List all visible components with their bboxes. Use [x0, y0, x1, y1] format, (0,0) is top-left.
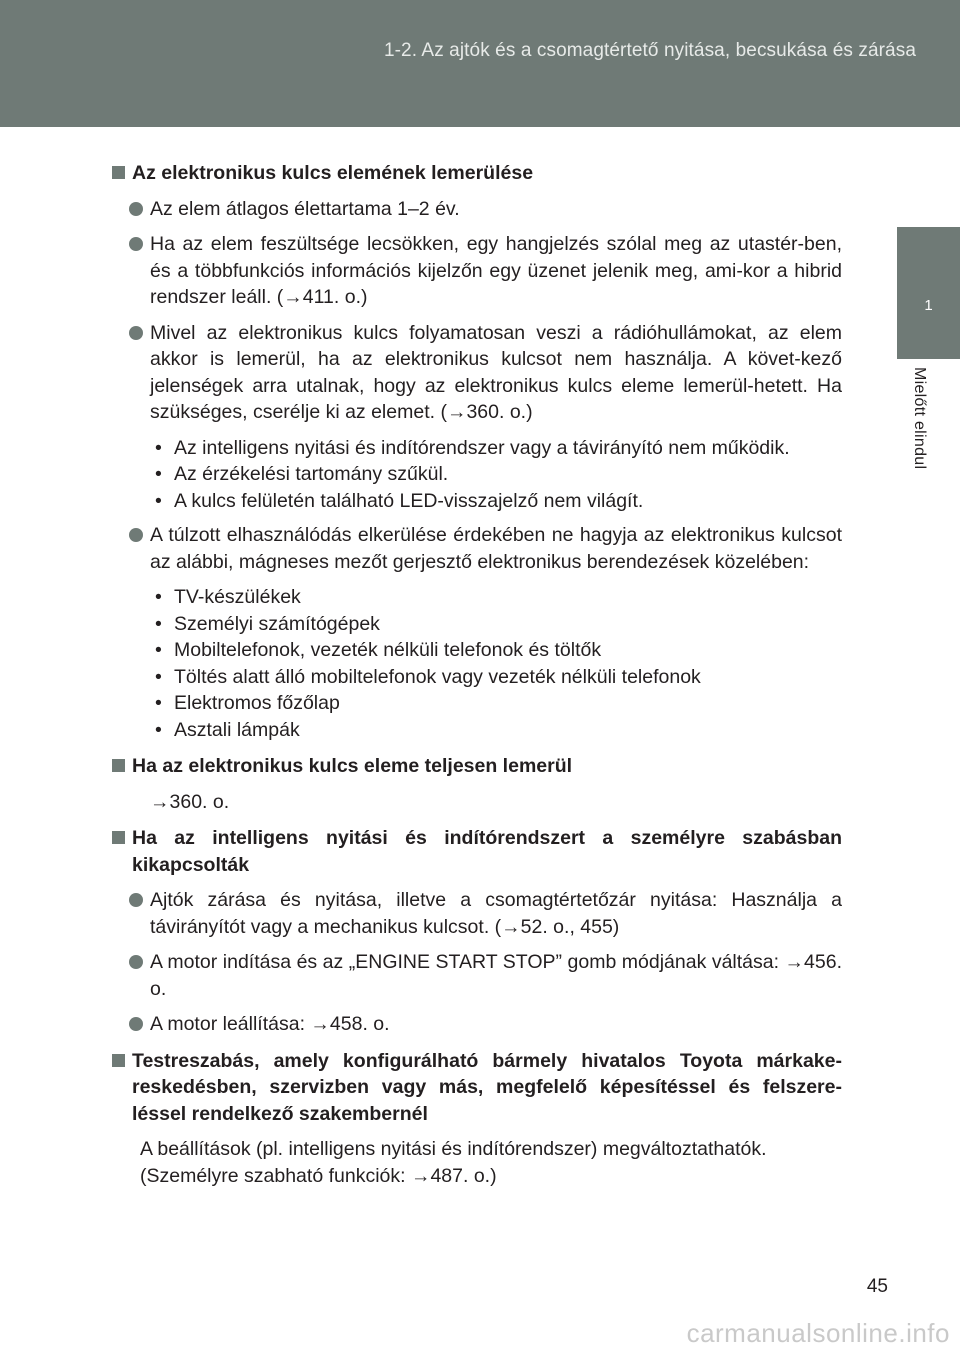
reference-text: →360. o. — [150, 790, 230, 813]
section-battery-depletion — [112, 160, 842, 743]
customization-line: (Személyre szabható funkciók: →487. o.) — [140, 1164, 497, 1187]
section-heading: Testreszabás, amely konfigurálható bármely hivatalos Toyota márkake-reskedésben, szervizben vagy más, megfelelő képesítéssel és felszere-léssel rendelkező szakembernél — [112, 1048, 842, 1128]
round-bullet-icon — [129, 893, 143, 907]
bullet-item: A túlzott elhasználódás elkerülése érdekében ne hagyja az elektronikus kulcsot az alábbi, mágneses mezőt gerjesztő elektronikus berendezések közelében: — [112, 522, 842, 575]
page-header-title: 1-2. Az ajtók és a csomagtértető nyitása, becsukása és zárása — [383, 40, 916, 61]
bullet-item: Az elem átlagos élettartama 1–2 év. — [112, 196, 842, 223]
chapter-label-area — [897, 359, 960, 529]
sub-list-item: • Személyi számítógépek — [155, 612, 380, 635]
sub-list-item: • A kulcs felületén található LED-visszajelző nem világít. — [155, 489, 644, 512]
section-heading: Ha az intelligens nyitási és indítórendszert a személyre szabásban kikapcsolták — [112, 825, 842, 878]
round-bullet-icon — [129, 326, 143, 340]
chapter-tab — [897, 227, 960, 359]
sub-list — [112, 584, 842, 743]
header-bar — [0, 0, 960, 127]
bullet-item: A motor leállítása: →458. o. — [112, 1011, 842, 1038]
sub-list-item: • Mobiltelefonok, vezeték nélküli telefonok és töltők — [155, 639, 602, 661]
page-number: 45 — [866, 1276, 888, 1297]
sub-list-item: • Asztali lámpák — [155, 718, 300, 741]
square-marker-icon — [112, 166, 125, 179]
round-bullet-icon — [129, 237, 143, 251]
round-bullet-icon — [129, 955, 143, 969]
customization-line: A beállítások (pl. intelligens nyitási és indítórendszer) megváltoztathatók. — [140, 1138, 767, 1160]
sub-list-item: • Elektromos főzőlap — [155, 692, 340, 714]
section-heading: Ha az elektronikus kulcs eleme teljesen lemerül — [112, 753, 842, 780]
sub-list — [112, 435, 842, 515]
round-bullet-icon — [129, 202, 143, 216]
square-marker-icon — [112, 1054, 125, 1067]
bullet-item: A motor indítása és az „ENGINE START STOP” gomb módjának váltása: →456. o. — [112, 949, 842, 1002]
sub-list-item: • Az érzékelési tartomány szűkül. — [155, 463, 449, 485]
sub-list-item: • Az intelligens nyitási és indítórendszer vagy a távirányító nem működik. — [155, 436, 790, 459]
bullet-item: Mivel az elektronikus kulcs folyamatosan veszi a rádióhullámokat, az elem akkor is lemerül, ha az elektronikus kulcsot nem használja. A követ-kező jelenségek arra utalnak, hogy az elektronikus kulcs eleme lemerül-hetett. Ha szükséges, cserélje ki az elemet. (→360. o.) — [112, 320, 842, 426]
square-marker-icon — [112, 831, 125, 844]
chapter-number: 1 — [924, 297, 933, 314]
bullet-item: Ajtók zárása és nyitása, illetve a csomagtértetőzár nyitása: Használja a távirányítót vagy a mechanikus kulcsot. (→52. o., 455) — [112, 887, 842, 940]
round-bullet-icon — [129, 528, 143, 542]
section-heading: Az elektronikus kulcs elemének lemerülése — [112, 160, 842, 187]
section-fully-depleted — [112, 753, 842, 815]
watermark: carmanualsonline.info — [686, 1318, 950, 1348]
sub-list-item: • TV-készülékek — [155, 586, 301, 608]
section-system-disabled — [112, 825, 842, 1038]
bullet-item: Ha az elem feszültsége lecsökken, egy hangjelzés szólal meg az utastér-ben, és a többfunkciós információs kijelzőn egy üzenet jelenik meg, ami-kor a hibrid rendszer leáll. (→411. o.) — [112, 231, 842, 311]
chapter-label: Mielőtt elindul — [911, 367, 928, 470]
sub-list-item: • Töltés alatt álló mobiltelefonok vagy vezeték nélküli telefonok — [155, 665, 701, 688]
square-marker-icon — [112, 759, 125, 772]
round-bullet-icon — [129, 1017, 143, 1031]
page-content — [112, 160, 842, 1199]
section-customization — [112, 1048, 842, 1190]
